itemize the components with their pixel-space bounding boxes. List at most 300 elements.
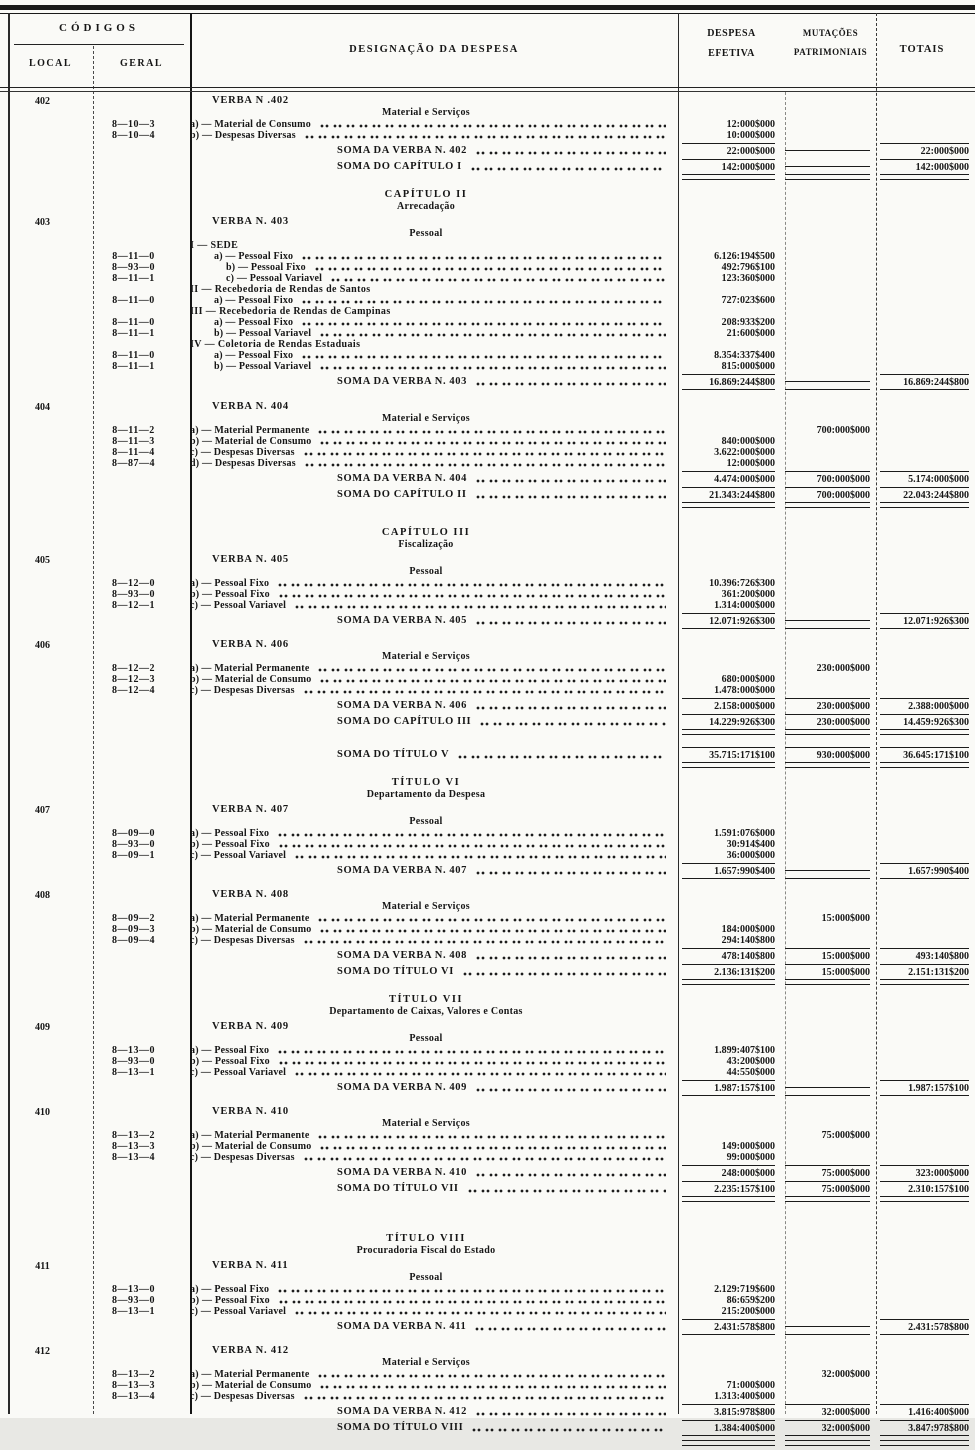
despesa-efetiva-value: 294:140$800 [721, 935, 775, 946]
rule-cell [670, 1440, 777, 1441]
mutacoes-value: 930:000$000 [785, 747, 870, 761]
rule-line [682, 1440, 775, 1441]
designacao-cell [182, 935, 670, 946]
totais-value-cell [868, 1404, 969, 1418]
mutacoes-value: 32:000$000 [821, 1369, 870, 1380]
leader-dots [476, 1171, 666, 1178]
leader-dots [295, 603, 666, 610]
designacao-cell [182, 1033, 670, 1045]
despesa-efetiva-value: 12:000$000 [726, 458, 775, 469]
subhead-label: Pessoal [409, 1272, 443, 1283]
despesa-efetiva-value-cell [670, 1306, 777, 1317]
expense-label: b) — Material de Consumo [190, 1380, 312, 1391]
row-sum [0, 471, 975, 485]
heading-text [182, 189, 670, 213]
verba-label: VERBA N. 410 [212, 1106, 289, 1117]
row-subhead [0, 816, 975, 828]
row-item [0, 1295, 975, 1306]
geral-code: 8—93—0 [112, 1295, 155, 1306]
despesa-efetiva-value: 30:914$400 [726, 839, 775, 850]
leader-dots [279, 1059, 666, 1066]
rule-cell [777, 1445, 868, 1446]
geral-code: 8—93—0 [112, 839, 155, 850]
despesa-efetiva-value-cell [670, 436, 777, 447]
row-item [0, 350, 975, 361]
rule-line [682, 1445, 775, 1446]
table-body [0, 92, 975, 1450]
rule-cell [868, 389, 960, 390]
rule-cell [868, 507, 960, 508]
expense-label: c) — Despesas Diversas [190, 1152, 295, 1163]
despesa-efetiva-value-cell [670, 1284, 777, 1295]
leader-dots [320, 364, 666, 371]
row-subhead [0, 1118, 975, 1130]
despesa-efetiva-value-cell [670, 295, 777, 306]
rule-cell [670, 734, 777, 735]
despesa-efetiva-value: 36:000$000 [726, 850, 775, 861]
mutacoes-value-cell [777, 870, 868, 877]
mutacoes-value [785, 381, 870, 388]
totais-value: 14.459:926$300 [880, 714, 969, 728]
row-sum [0, 948, 975, 962]
group-label: IV — Coletoria de Rendas Estaduais [190, 339, 361, 350]
local-code: 410 [35, 1107, 50, 1118]
designacao-cell [182, 251, 670, 262]
rule-cell [868, 729, 960, 730]
local-code: 404 [35, 402, 50, 413]
rule-line [682, 979, 775, 980]
spacer [0, 1206, 975, 1228]
leader-dots [304, 938, 666, 945]
row-item [0, 828, 975, 839]
rule-cell [670, 1334, 777, 1335]
designacao-cell [182, 262, 670, 273]
spacer [0, 739, 975, 745]
heading-line1: TÍTULO VII [388, 994, 464, 1005]
designacao-cell [182, 589, 670, 600]
rule-line [880, 1440, 969, 1441]
despesa-efetiva-value: 12:000$000 [726, 119, 775, 130]
leader-dots [295, 1309, 666, 1316]
designacao-cell [182, 1141, 670, 1152]
leader-dots [279, 842, 666, 849]
rule-line [682, 628, 775, 629]
verba-label: VERBA N. 407 [212, 804, 289, 815]
verba-label: VERBA N. 409 [212, 1021, 289, 1032]
rule-cell [868, 1196, 960, 1197]
header-designacao: DESIGNAÇÃO DA DESPESA [349, 44, 519, 55]
expense-label: c) — Despesas Diversas [190, 447, 295, 458]
rule-cell [868, 878, 960, 879]
designacao-cell [182, 1369, 670, 1380]
heading-line1: CAPÍTULO III [381, 527, 471, 538]
designacao-cell [182, 651, 670, 663]
sum-label: SOMA DA VERBA N. 405 [337, 615, 467, 626]
mutacoes-value [785, 1087, 870, 1094]
despesa-efetiva-value-cell [670, 839, 777, 850]
row-sum [0, 1404, 975, 1418]
rule-line [682, 729, 775, 730]
heading-line2: Procuradoria Fiscal do Estado [356, 1245, 496, 1256]
designacao-cell [182, 228, 670, 240]
despesa-efetiva-value: 22:000$000 [682, 143, 775, 157]
geral-code: 8—11—1 [112, 273, 155, 284]
spacer [0, 883, 975, 886]
despesa-efetiva-value: 2.129:719$600 [714, 1284, 775, 1295]
rule-cell [777, 979, 868, 980]
rule-cell [670, 762, 777, 763]
mutacoes-value: 230:000$000 [785, 714, 870, 728]
mutacoes-value: 75:000$000 [821, 1130, 870, 1141]
row-verba [0, 1105, 975, 1118]
rule-line [880, 502, 969, 503]
totais-value: 2.388:000$000 [880, 698, 969, 712]
despesa-efetiva-value: 149:000$000 [721, 1141, 775, 1152]
leader-dots [471, 165, 666, 172]
despesa-efetiva-value-cell [670, 935, 777, 946]
leader-dots [476, 704, 666, 711]
despesa-efetiva-value-cell [670, 159, 777, 173]
leader-dots [318, 1133, 666, 1140]
sum-label: SOMA DO TÍTULO VIII [337, 1422, 464, 1433]
mutacoes-value: 700:000$000 [785, 487, 870, 501]
expense-label: b) — Pessoal Fixo [190, 839, 270, 850]
heading-line2: Departamento de Caixas, Valores e Contas [329, 1006, 523, 1017]
rule-cell [868, 762, 960, 763]
leader-dots [476, 869, 666, 876]
totais-value: 1.416:400$000 [880, 1404, 969, 1418]
rule-cell [868, 1445, 960, 1446]
geral-code: 8—13—4 [112, 1152, 155, 1163]
mutacoes-value-cell [777, 913, 868, 924]
despesa-efetiva-value-cell [670, 1056, 777, 1067]
subhead-label: Pessoal [409, 816, 443, 827]
designacao-cell [182, 413, 670, 425]
geral-code: 8—93—0 [112, 589, 155, 600]
local-code: 403 [35, 217, 50, 228]
geral-code: 8—11—4 [112, 447, 155, 458]
local-code: 405 [35, 555, 50, 566]
header-geral: GERAL [119, 58, 164, 69]
top-border-rule [0, 5, 975, 10]
sum-label: SOMA DA VERBA N. 403 [337, 376, 467, 387]
leader-dots [278, 1048, 666, 1055]
heading-text [182, 1233, 670, 1257]
totais-value: 142:000$000 [880, 159, 969, 173]
rule-cell [670, 984, 777, 985]
row-item [0, 273, 975, 284]
rule-cell [777, 767, 868, 768]
rule-cell [777, 734, 868, 735]
designacao-cell [182, 639, 670, 651]
geral-code: 8—13—4 [112, 1391, 155, 1402]
mutacoes-value-cell [777, 714, 868, 728]
subhead-label: Material e Serviços [382, 1357, 470, 1368]
expense-label: a) — Pessoal Fixo [214, 317, 294, 328]
despesa-efetiva-value-cell [670, 828, 777, 839]
rule-line [785, 984, 870, 985]
rule-cell [777, 1334, 868, 1335]
subhead-label: Material e Serviços [382, 651, 470, 662]
rule-line [785, 979, 870, 980]
despesa-efetiva-value: 1.987:157$100 [682, 1080, 775, 1094]
leader-dots [315, 265, 666, 272]
expense-label: a) — Pessoal Fixo [190, 828, 270, 839]
despesa-efetiva-value: 35.715:171$100 [682, 747, 775, 761]
rule-line [682, 762, 775, 763]
designacao-cell [182, 401, 670, 413]
rule-cell [670, 628, 777, 629]
mutacoes-value: 230:000$000 [785, 698, 870, 712]
expense-label: d) — Despesas Diversas [190, 458, 296, 469]
despesa-efetiva-value-cell [670, 1404, 777, 1418]
rule-cell [868, 734, 960, 735]
row-verba [0, 400, 975, 413]
totais-value-cell [868, 374, 969, 388]
subhead-label: Pessoal [409, 1033, 443, 1044]
header-codigos: CÓDIGOS [59, 22, 139, 34]
designacao-cell [182, 425, 670, 436]
leader-dots [476, 149, 666, 156]
subhead-label: Material e Serviços [382, 1118, 470, 1129]
group-label: I — SEDE [190, 240, 239, 251]
row-group [0, 284, 975, 295]
mutacoes-value-cell [777, 1420, 868, 1434]
mutacoes-value-cell [777, 166, 868, 173]
despesa-efetiva-value: 680:000$000 [721, 674, 775, 685]
leader-dots [318, 916, 666, 923]
row-item [0, 589, 975, 600]
rule-line [880, 734, 969, 735]
despesa-efetiva-value: 43:200$000 [726, 1056, 775, 1067]
designacao-cell [182, 295, 670, 306]
mutacoes-value [785, 1326, 870, 1333]
designacao-cell [182, 889, 670, 901]
despesa-efetiva-value: 21:600$000 [726, 328, 775, 339]
leader-dots [476, 477, 666, 484]
row-group [0, 240, 975, 251]
expense-label: a) — Pessoal Fixo [190, 1045, 270, 1056]
row-sum [0, 1181, 975, 1195]
verba-label: VERBA N .402 [212, 95, 289, 106]
leader-dots [318, 666, 666, 673]
despesa-efetiva-value: 21.343:244$800 [682, 487, 775, 501]
row-sum [0, 374, 975, 388]
despesa-efetiva-value: 727:023$600 [721, 295, 775, 306]
despesa-efetiva-value: 1.313:400$000 [714, 1391, 775, 1402]
despesa-efetiva-value: 184:000$000 [721, 924, 775, 935]
designacao-cell [182, 350, 670, 361]
leader-dots [475, 1325, 666, 1332]
totais-value-cell [868, 613, 969, 627]
rule-cell [868, 1334, 960, 1335]
leader-dots [320, 677, 666, 684]
header-despesa-line1: DESPESA [707, 28, 756, 39]
designacao-cell [182, 240, 670, 251]
despesa-efetiva-value-cell [670, 251, 777, 262]
expense-label: a) — Pessoal Fixo [214, 295, 294, 306]
totais-value-cell [868, 948, 969, 962]
rule-cell [777, 1201, 868, 1202]
leader-dots [320, 331, 666, 338]
mutacoes-value-cell [777, 487, 868, 501]
expense-label: b) — Pessoal Fixo [226, 262, 306, 273]
mutacoes-value: 230:000$000 [816, 663, 870, 674]
designacao-cell [182, 317, 670, 328]
rule-line [682, 1201, 775, 1202]
leader-dots [278, 831, 666, 838]
verba-label: VERBA N. 406 [212, 639, 289, 650]
despesa-efetiva-value-cell [670, 578, 777, 589]
row-item [0, 1369, 975, 1380]
rule-line [880, 1095, 969, 1096]
row-sum [0, 1319, 975, 1333]
rule-line [880, 174, 969, 175]
designacao-cell [182, 839, 670, 850]
leader-dots [463, 970, 666, 977]
designacao-cell [182, 328, 670, 339]
despesa-efetiva-value-cell [670, 273, 777, 284]
expense-label: a) — Pessoal Fixo [190, 578, 270, 589]
geral-code: 8—09—2 [112, 913, 155, 924]
row-verba [0, 803, 975, 816]
rule-line [785, 1201, 870, 1202]
expense-label: c) — Pessoal Variavel [190, 1067, 287, 1078]
despesa-efetiva-value-cell [670, 863, 777, 877]
despesa-efetiva-value: 8.354:337$400 [714, 350, 775, 361]
designacao-cell [182, 600, 670, 611]
geral-code: 8—11—0 [112, 251, 155, 262]
verba-label: VERBA N. 404 [212, 401, 289, 412]
leader-dots [476, 493, 666, 500]
expense-label: b) — Pessoal Fixo [190, 1295, 270, 1306]
row-item [0, 578, 975, 589]
row-sum [0, 1080, 975, 1094]
leader-dots [476, 1086, 666, 1093]
sum-label: SOMA DO CAPÍTULO III [337, 716, 472, 727]
expense-label: b) — Material de Consumo [190, 674, 312, 685]
mutacoes-value-cell [777, 1181, 868, 1195]
row-verba [0, 888, 975, 901]
despesa-efetiva-value-cell [670, 374, 777, 388]
despesa-efetiva-value: 2.136:131$200 [682, 964, 775, 978]
codigos-underline [14, 44, 184, 45]
geral-code: 8—93—0 [112, 1056, 155, 1067]
rule-cell [670, 729, 777, 730]
rule-cell [868, 767, 960, 768]
despesa-efetiva-value-cell [670, 487, 777, 501]
rule-cell [670, 507, 777, 508]
verba-label: VERBA N. 403 [212, 216, 289, 227]
header-bottom-rule [0, 87, 975, 88]
rule-cell [777, 174, 868, 175]
row-item [0, 685, 975, 696]
mutacoes-value-cell [777, 1130, 868, 1141]
despesa-efetiva-value-cell [670, 458, 777, 469]
totais-value-cell [868, 863, 969, 877]
row-verba [0, 638, 975, 651]
rule-cell [868, 1435, 960, 1436]
rule-cell [670, 502, 777, 503]
despesa-efetiva-value-cell [670, 685, 777, 696]
local-code: 412 [35, 1346, 50, 1357]
designacao-cell [182, 1345, 670, 1357]
leader-dots [320, 439, 666, 446]
row-item [0, 839, 975, 850]
row-item [0, 251, 975, 262]
designacao-cell [182, 273, 670, 284]
rule-cell [670, 179, 777, 180]
despesa-efetiva-value-cell [670, 130, 777, 141]
designacao-cell [182, 107, 670, 119]
rule-cell [868, 1440, 960, 1441]
rule-line [880, 1334, 969, 1335]
sum-label: SOMA DA VERBA N. 410 [337, 1167, 467, 1178]
despesa-efetiva-value-cell [670, 1380, 777, 1391]
sum-label: SOMA DA VERBA N. 412 [337, 1406, 467, 1417]
mutacoes-value: 700:000$000 [816, 425, 870, 436]
rule-line [880, 507, 969, 508]
row-subhead [0, 566, 975, 578]
totais-value: 493:140$800 [880, 948, 969, 962]
row-subhead [0, 651, 975, 663]
spacer [0, 512, 975, 522]
rule-line [682, 174, 775, 175]
despesa-efetiva-value: 1.591:076$000 [714, 828, 775, 839]
row-subhead [0, 1033, 975, 1045]
expense-label: b) — Material de Consumo [190, 436, 312, 447]
rule-cell [777, 628, 868, 629]
rule-line [880, 984, 969, 985]
despesa-efetiva-value-cell [670, 262, 777, 273]
totais-value: 1.987:157$100 [880, 1080, 969, 1094]
row-item [0, 458, 975, 469]
designacao-cell [182, 1391, 670, 1402]
rule-cell [777, 1435, 868, 1436]
totais-value: 16.869:244$800 [880, 374, 969, 388]
totais-value-cell [868, 964, 969, 978]
rule-line [682, 734, 775, 735]
despesa-efetiva-value: 2.158:000$000 [682, 698, 775, 712]
designacao-cell [182, 161, 670, 173]
sum-rule-row [0, 767, 975, 772]
despesa-efetiva-value-cell [670, 1080, 777, 1094]
sum-rule-row [0, 984, 975, 989]
mutacoes-value [785, 150, 870, 157]
mutacoes-value-cell [777, 698, 868, 712]
row-item [0, 130, 975, 141]
rule-line [880, 878, 969, 879]
row-item [0, 850, 975, 861]
row-item [0, 935, 975, 946]
rule-cell [670, 979, 777, 980]
designacao-cell [182, 1167, 670, 1179]
despesa-efetiva-value: 2.431:578$800 [682, 1319, 775, 1333]
sum-label: SOMA DA VERBA N. 409 [337, 1082, 467, 1093]
despesa-efetiva-value-cell [670, 350, 777, 361]
expense-label: b) — Material de Consumo [190, 1141, 312, 1152]
mutacoes-value-cell [777, 663, 868, 674]
designacao-cell [182, 447, 670, 458]
rule-cell [670, 1095, 777, 1096]
geral-code: 8—13—2 [112, 1369, 155, 1380]
header-mutacoes-patrimoniais [785, 28, 876, 66]
mutacoes-value: 75:000$000 [785, 1181, 870, 1195]
mutacoes-value: 15:000$000 [785, 964, 870, 978]
expense-label: c) — Pessoal Variavel [190, 1306, 287, 1317]
header-despesa-efetiva [678, 28, 785, 68]
heading-line2: Departamento da Despesa [366, 789, 486, 800]
